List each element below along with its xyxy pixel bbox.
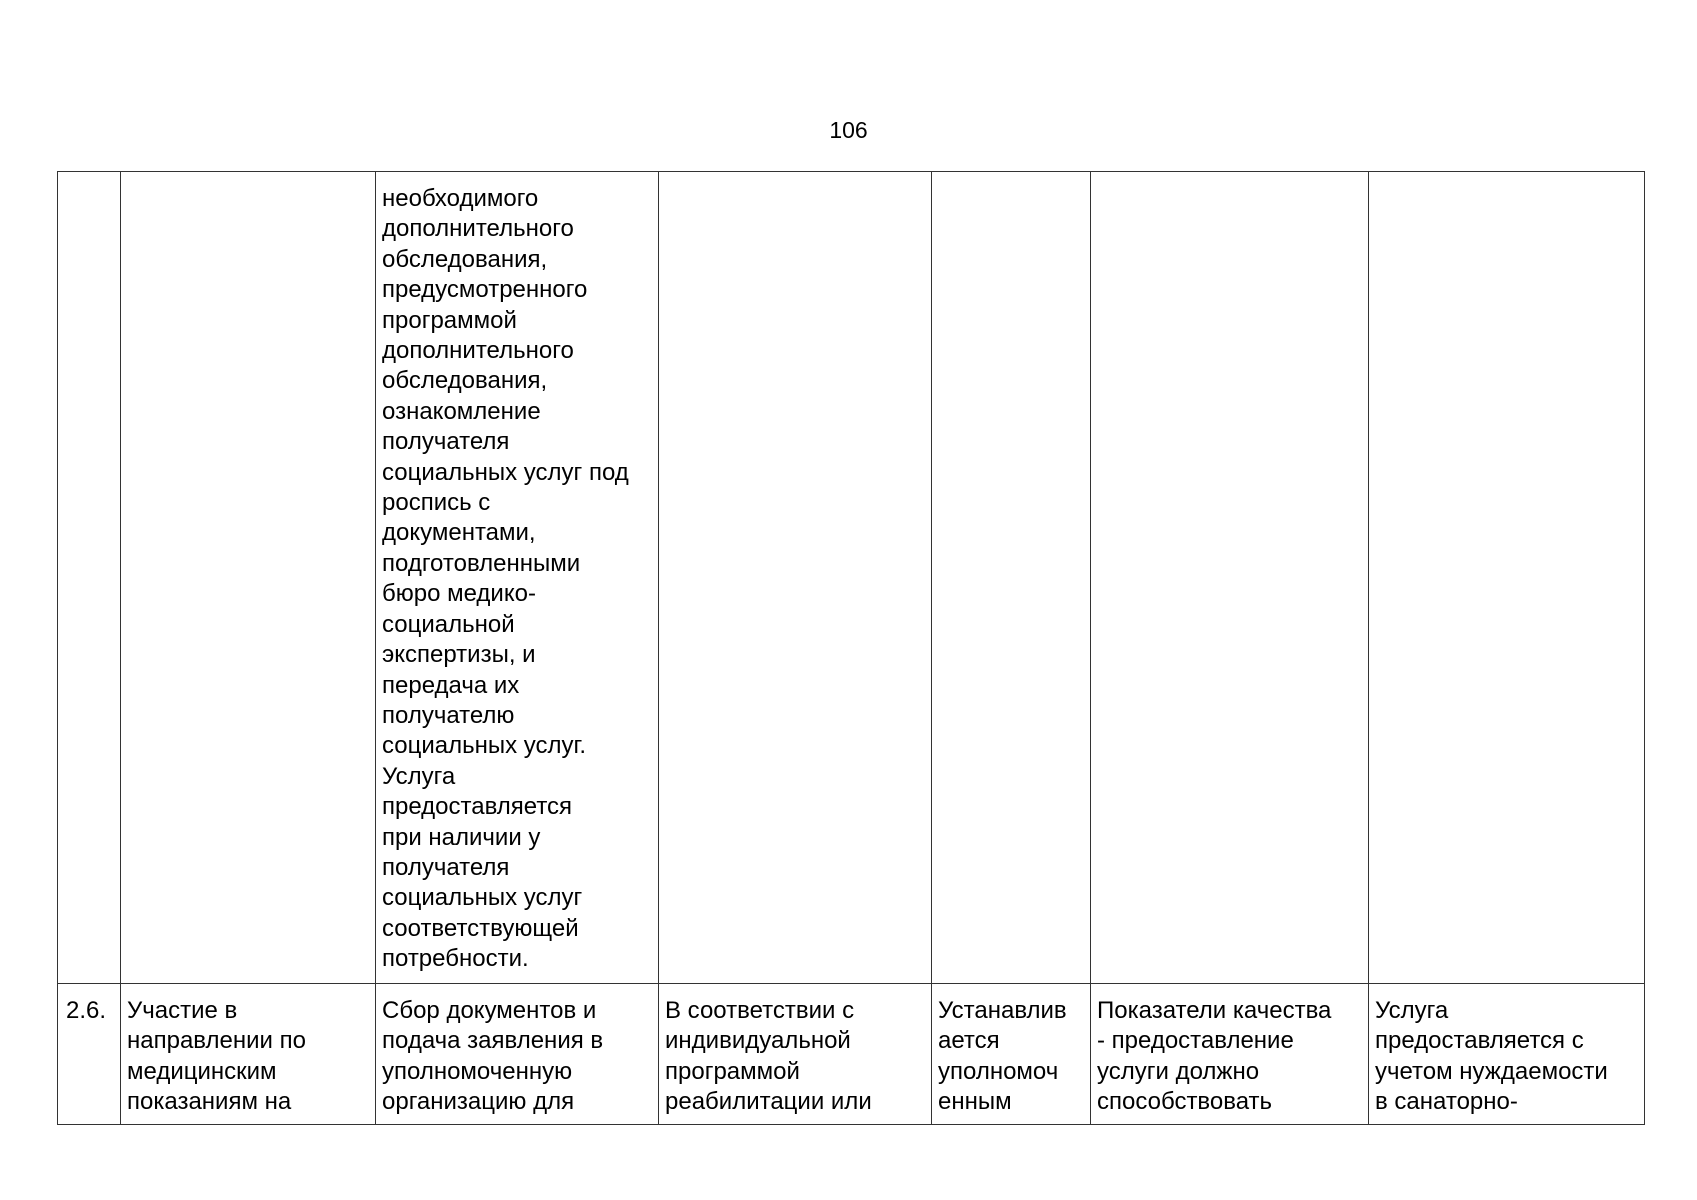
cell-number: 2.6. bbox=[58, 984, 121, 1125]
services-table bbox=[57, 171, 1645, 1125]
cell-service-description: Сбор документов и подача заявления в уполномоченную организацию для bbox=[376, 984, 659, 1125]
cell-service-terms bbox=[932, 172, 1091, 984]
cell-quality-indicators bbox=[1091, 172, 1369, 984]
cell-service-conditions: Услуга предоставляется с учетом нуждаемости в санаторно- bbox=[1369, 984, 1645, 1125]
page-number: 106 bbox=[829, 117, 868, 143]
table-row bbox=[58, 984, 1645, 1125]
cell-service-name: Участие в направлении по медицинским показаниям на bbox=[121, 984, 376, 1125]
cell-number bbox=[58, 172, 121, 984]
cell-service-terms: Устанавлив ается уполномоч енным bbox=[932, 984, 1091, 1125]
cell-service-name bbox=[121, 172, 376, 984]
table-row bbox=[58, 172, 1645, 984]
cell-service-volume bbox=[659, 172, 932, 984]
cell-service-conditions bbox=[1369, 172, 1645, 984]
cell-quality-indicators: Показатели качества - предоставление услуги должно способствовать bbox=[1091, 984, 1369, 1125]
cell-service-description: необходимого дополнительного обследования, предусмотренного программой дополнительного обследования, ознакомление получателя социальных услуг под роспись с документами, подготовленными бюро медико- социальной экспертизы, и передача их получателю социальных услуг. Услуга предоставляется при наличии у получателя социальных услуг соответствующей потребности. bbox=[376, 172, 659, 984]
cell-service-volume: В соответствии с индивидуальной программой реабилитации или bbox=[659, 984, 932, 1125]
